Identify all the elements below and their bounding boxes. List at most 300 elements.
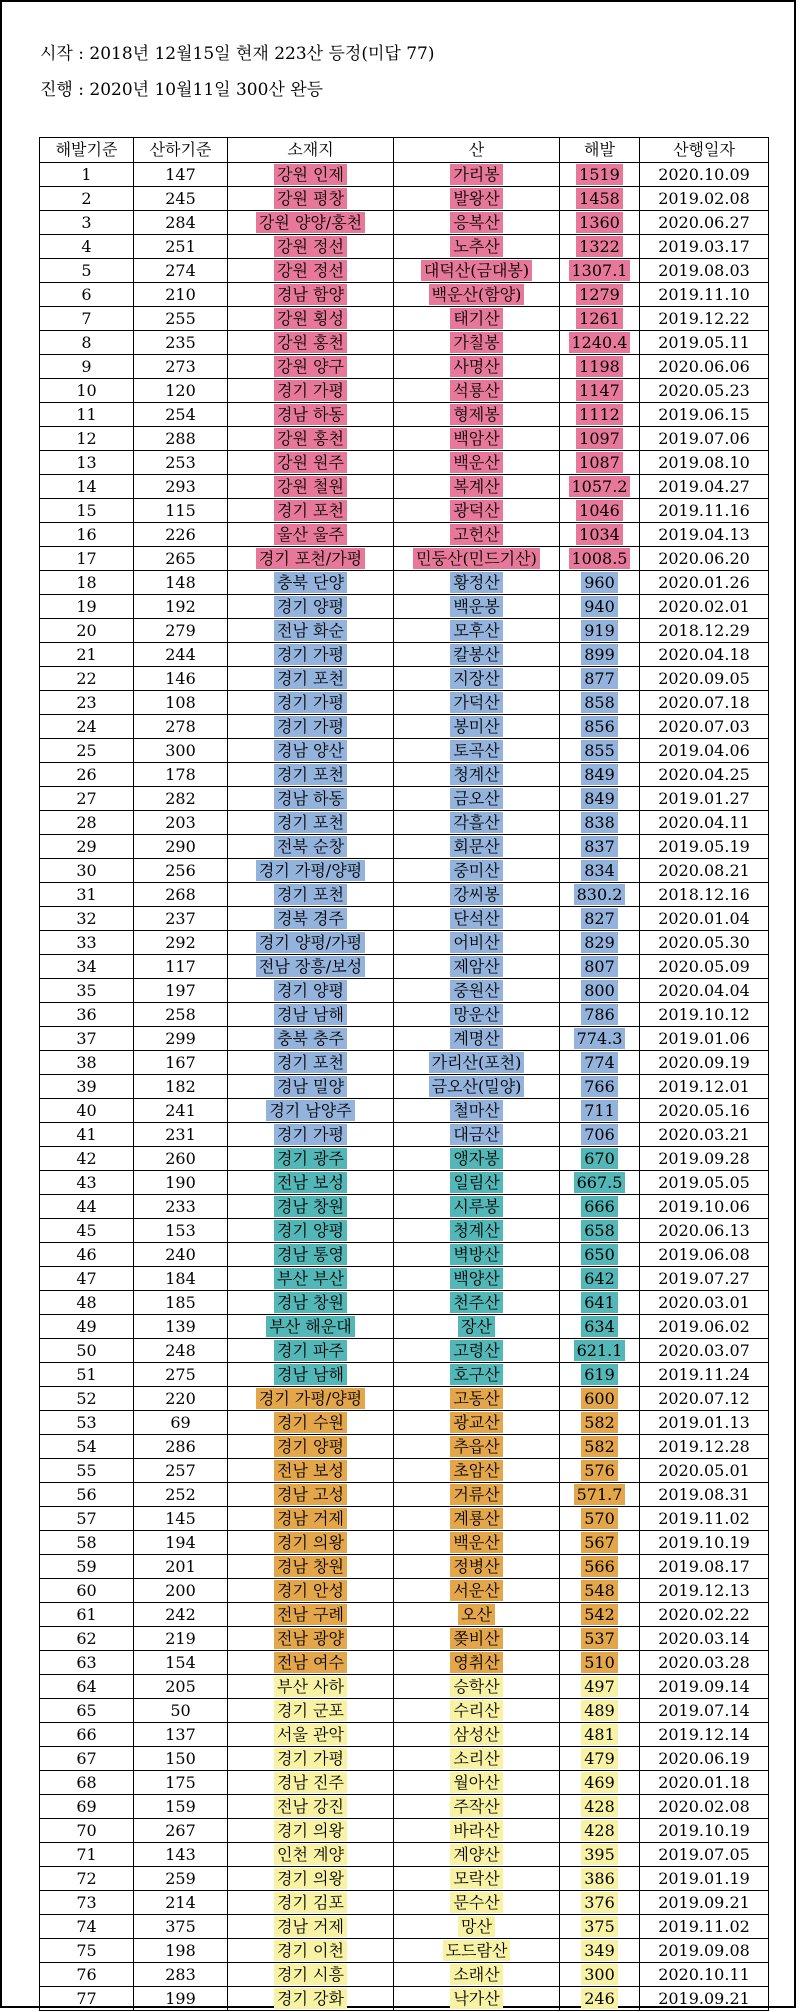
date-cell: 2019.02.08	[640, 187, 769, 211]
location-cell-text: 부산 해운대	[266, 1316, 354, 1337]
table-row	[40, 1267, 769, 1291]
location-cell	[228, 1171, 394, 1195]
table-row	[40, 691, 769, 715]
base-cell: 242	[134, 1603, 228, 1627]
mountain-cell-text: 황정산	[450, 572, 502, 593]
location-cell-text: 경기 남양주	[266, 1100, 354, 1121]
mountain-cell-text: 쫒비산	[450, 1628, 502, 1649]
table-row	[40, 1411, 769, 1435]
location-cell	[228, 955, 394, 979]
location-cell	[228, 211, 394, 235]
table-row	[40, 1771, 769, 1795]
table-row	[40, 667, 769, 691]
location-cell	[228, 1651, 394, 1675]
date-cell: 2020.06.20	[640, 547, 769, 571]
table-row	[40, 499, 769, 523]
altitude-cell	[560, 1027, 640, 1051]
location-cell	[228, 1339, 394, 1363]
base-cell: 147	[134, 163, 228, 187]
base-cell: 198	[134, 1939, 228, 1963]
altitude-cell-text: 570	[581, 1508, 618, 1529]
location-cell-text: 경기 의왕	[274, 1820, 347, 1841]
table-row	[40, 1003, 769, 1027]
location-cell-text: 전남 강진	[274, 1796, 347, 1817]
altitude-cell-text: 576	[581, 1460, 618, 1481]
mountain-cell	[394, 1843, 560, 1867]
location-cell-text: 경기 가평	[274, 716, 347, 737]
rank-cell: 71	[40, 1843, 134, 1867]
location-cell-text: 강원 양구	[274, 356, 347, 377]
date-cell: 2019.10.19	[640, 1819, 769, 1843]
location-cell	[228, 1459, 394, 1483]
table-row	[40, 259, 769, 283]
altitude-cell	[560, 1651, 640, 1675]
altitude-cell-text: 774.3	[574, 1028, 626, 1049]
base-cell: 248	[134, 1339, 228, 1363]
rank-cell: 16	[40, 523, 134, 547]
mountain-cell	[394, 1747, 560, 1771]
table-row	[40, 427, 769, 451]
table-body	[40, 163, 769, 2011]
altitude-cell-text: 670	[581, 1148, 618, 1169]
table-row	[40, 1747, 769, 1771]
date-cell: 2020.03.14	[640, 1627, 769, 1651]
mountain-cell-text: 백운산(함양)	[429, 284, 525, 305]
rank-cell: 75	[40, 1939, 134, 1963]
location-cell	[228, 739, 394, 763]
base-cell: 210	[134, 283, 228, 307]
altitude-cell	[560, 667, 640, 691]
base-cell: 201	[134, 1555, 228, 1579]
rank-cell: 11	[40, 403, 134, 427]
rank-cell: 31	[40, 883, 134, 907]
mountain-cell	[394, 355, 560, 379]
date-cell: 2019.07.27	[640, 1267, 769, 1291]
altitude-cell-text: 766	[581, 1076, 618, 1097]
mountain-cell	[394, 1411, 560, 1435]
table-row	[40, 1843, 769, 1867]
rank-cell: 29	[40, 835, 134, 859]
location-cell-text: 전남 보성	[274, 1172, 347, 1193]
mountain-cell-text: 형제봉	[450, 404, 502, 425]
date-cell: 2020.05.16	[640, 1099, 769, 1123]
mountain-cell-text: 오산	[458, 1604, 495, 1625]
mountain-cell	[394, 883, 560, 907]
altitude-cell-text: 1240.4	[569, 332, 631, 353]
base-cell: 50	[134, 1699, 228, 1723]
location-cell	[228, 1795, 394, 1819]
table-row	[40, 1819, 769, 1843]
mountain-cell-text: 단석산	[450, 908, 502, 929]
table-row	[40, 715, 769, 739]
mountain-cell-text: 계룡산	[450, 1508, 502, 1529]
base-cell: 175	[134, 1771, 228, 1795]
mountain-cell-text: 청계산	[450, 1220, 502, 1241]
rank-cell: 39	[40, 1075, 134, 1099]
mountain-cell-text: 발왕산	[450, 188, 502, 209]
location-cell-text: 경기 파주	[274, 1340, 347, 1361]
base-cell: 245	[134, 187, 228, 211]
mountain-cell	[394, 859, 560, 883]
mountain-cell	[394, 1339, 560, 1363]
table-row	[40, 211, 769, 235]
date-cell: 2020.06.13	[640, 1219, 769, 1243]
table-row	[40, 763, 769, 787]
altitude-cell-text: 641	[581, 1292, 618, 1313]
location-cell-text: 부산 사하	[274, 1676, 347, 1697]
mountain-cell-text: 회문산	[450, 836, 502, 857]
col-header-altitude: 해발	[560, 138, 640, 163]
mountain-cell	[394, 931, 560, 955]
altitude-cell-text: 1097	[576, 428, 623, 449]
location-cell	[228, 1891, 394, 1915]
altitude-cell-text: 855	[581, 740, 618, 761]
mountain-cell-text: 고헌산	[450, 524, 502, 545]
altitude-cell	[560, 187, 640, 211]
date-cell: 2019.12.13	[640, 1579, 769, 1603]
location-cell	[228, 187, 394, 211]
mountain-cell	[394, 1027, 560, 1051]
location-cell-text: 경남 양산	[274, 740, 347, 761]
altitude-cell	[560, 1507, 640, 1531]
location-cell-text: 경남 하동	[274, 788, 347, 809]
rank-cell: 25	[40, 739, 134, 763]
table-row	[40, 595, 769, 619]
table-row	[40, 1531, 769, 1555]
altitude-cell-text: 856	[581, 716, 618, 737]
date-cell: 2020.05.23	[640, 379, 769, 403]
altitude-cell	[560, 739, 640, 763]
date-cell: 2019.04.06	[640, 739, 769, 763]
base-cell: 117	[134, 955, 228, 979]
mountain-cell-text: 천주산	[450, 1292, 502, 1313]
location-cell	[228, 979, 394, 1003]
rank-cell: 21	[40, 643, 134, 667]
altitude-cell-text: 428	[581, 1796, 618, 1817]
table-row	[40, 1915, 769, 1939]
mountain-cell-text: 석룡산	[450, 380, 502, 401]
altitude-cell-text: 849	[581, 764, 618, 785]
altitude-cell	[560, 1171, 640, 1195]
base-cell: 267	[134, 1819, 228, 1843]
table-row	[40, 331, 769, 355]
altitude-cell	[560, 619, 640, 643]
rank-cell: 72	[40, 1867, 134, 1891]
location-cell-text: 경남 창원	[274, 1196, 347, 1217]
date-cell: 2019.06.08	[640, 1243, 769, 1267]
location-cell	[228, 1987, 394, 2011]
altitude-cell-text: 849	[581, 788, 618, 809]
location-cell-text: 경남 거제	[274, 1508, 347, 1529]
mountain-cell	[394, 1051, 560, 1075]
altitude-cell	[560, 1267, 640, 1291]
altitude-cell-text: 621.1	[574, 1340, 626, 1361]
rank-cell: 12	[40, 427, 134, 451]
altitude-cell	[560, 715, 640, 739]
altitude-cell	[560, 1819, 640, 1843]
altitude-cell	[560, 1747, 640, 1771]
altitude-cell	[560, 835, 640, 859]
rank-cell: 26	[40, 763, 134, 787]
date-cell: 2020.04.18	[640, 643, 769, 667]
rank-cell: 53	[40, 1411, 134, 1435]
location-cell-text: 서울 관악	[274, 1724, 347, 1745]
altitude-cell-text: 960	[581, 572, 618, 593]
altitude-cell	[560, 1243, 640, 1267]
altitude-cell-text: 1360	[576, 212, 623, 233]
location-cell	[228, 1939, 394, 1963]
altitude-cell	[560, 475, 640, 499]
location-cell	[228, 379, 394, 403]
altitude-cell-text: 829	[581, 932, 618, 953]
altitude-cell-text: 428	[581, 1820, 618, 1841]
mountain-cell-text: 승학산	[450, 1676, 502, 1697]
mountain-cell	[394, 595, 560, 619]
date-cell: 2019.05.05	[640, 1171, 769, 1195]
date-cell: 2019.08.17	[640, 1555, 769, 1579]
base-cell: 254	[134, 403, 228, 427]
location-cell	[228, 595, 394, 619]
location-cell	[228, 1531, 394, 1555]
location-cell	[228, 907, 394, 931]
altitude-cell	[560, 1291, 640, 1315]
table-row	[40, 979, 769, 1003]
table-row	[40, 355, 769, 379]
base-cell: 199	[134, 1987, 228, 2011]
date-cell: 2019.07.14	[640, 1699, 769, 1723]
mountain-cell-text: 백운산	[450, 452, 502, 473]
location-cell	[228, 1003, 394, 1027]
col-header-date: 산행일자	[640, 138, 769, 163]
location-cell	[228, 931, 394, 955]
date-cell: 2019.09.21	[640, 1987, 769, 2011]
mountain-cell	[394, 1435, 560, 1459]
altitude-cell	[560, 787, 640, 811]
rank-cell: 62	[40, 1627, 134, 1651]
date-cell: 2019.12.28	[640, 1435, 769, 1459]
date-cell: 2019.10.19	[640, 1531, 769, 1555]
location-cell-text: 경북 경주	[274, 908, 347, 929]
rank-cell: 42	[40, 1147, 134, 1171]
altitude-cell-text: 800	[581, 980, 618, 1001]
location-cell	[228, 523, 394, 547]
mountain-cell-text: 태기산	[450, 308, 502, 329]
base-cell: 273	[134, 355, 228, 379]
location-cell-text: 전남 보성	[274, 1460, 347, 1481]
altitude-cell	[560, 1555, 640, 1579]
location-cell-text: 인천 계양	[274, 1844, 347, 1865]
altitude-cell-text: 807	[581, 956, 618, 977]
altitude-cell-text: 619	[581, 1364, 618, 1385]
date-cell: 2019.11.02	[640, 1507, 769, 1531]
location-cell	[228, 403, 394, 427]
base-cell: 200	[134, 1579, 228, 1603]
date-cell: 2020.09.05	[640, 667, 769, 691]
table-row	[40, 571, 769, 595]
base-cell: 148	[134, 571, 228, 595]
mountain-cell	[394, 235, 560, 259]
mountain-cell	[394, 379, 560, 403]
altitude-cell	[560, 763, 640, 787]
rank-cell: 65	[40, 1699, 134, 1723]
progress-line: 진행 : 2020년 10월11일 300산 완등	[40, 80, 324, 100]
date-cell: 2020.01.18	[640, 1771, 769, 1795]
mountain-cell-text: 지장산	[450, 668, 502, 689]
table-row	[40, 283, 769, 307]
rank-cell: 27	[40, 787, 134, 811]
location-cell	[228, 1435, 394, 1459]
location-cell	[228, 1195, 394, 1219]
date-cell: 2019.12.14	[640, 1723, 769, 1747]
mountain-cell	[394, 811, 560, 835]
mountain-cell	[394, 211, 560, 235]
location-cell-text: 강원 인제	[274, 164, 347, 185]
col-header-rank: 해발기준	[40, 138, 134, 163]
start-line: 시작 : 2018년 12월15일 현재 223산 등정(미답 77)	[40, 44, 435, 64]
mountain-cell	[394, 619, 560, 643]
altitude-cell	[560, 499, 640, 523]
mountain-cell	[394, 763, 560, 787]
altitude-cell	[560, 1963, 640, 1987]
mountain-cell-text: 모후산	[450, 620, 502, 641]
mountain-cell	[394, 1363, 560, 1387]
mountain-cell-text: 문수산	[450, 1892, 502, 1913]
location-cell-text: 경기 양평	[274, 1436, 347, 1457]
date-cell: 2020.04.25	[640, 763, 769, 787]
location-cell	[228, 355, 394, 379]
base-cell: 115	[134, 499, 228, 523]
base-cell: 255	[134, 307, 228, 331]
base-cell: 284	[134, 211, 228, 235]
altitude-cell-text: 877	[581, 668, 618, 689]
date-cell: 2020.10.09	[640, 163, 769, 187]
table-row	[40, 1171, 769, 1195]
header	[40, 36, 435, 108]
mountain-cell-text: 금오산	[450, 788, 502, 809]
rank-cell: 44	[40, 1195, 134, 1219]
location-cell	[228, 691, 394, 715]
table-row	[40, 859, 769, 883]
location-cell	[228, 163, 394, 187]
location-cell-text: 강원 홍천	[274, 332, 347, 353]
altitude-cell-text: 642	[581, 1268, 618, 1289]
altitude-cell	[560, 1435, 640, 1459]
table-row	[40, 1195, 769, 1219]
location-cell	[228, 451, 394, 475]
mountain-cell	[394, 571, 560, 595]
date-cell: 2020.03.28	[640, 1651, 769, 1675]
mountain-cell-text: 벽방산	[450, 1244, 502, 1265]
table-row	[40, 1555, 769, 1579]
location-cell-text: 전남 화순	[274, 620, 347, 641]
table-row	[40, 547, 769, 571]
location-cell-text: 경기 안성	[274, 1580, 347, 1601]
location-cell-text: 경기 포천/가평	[256, 548, 365, 569]
altitude-cell	[560, 1123, 640, 1147]
altitude-cell-text: 497	[581, 1676, 618, 1697]
altitude-cell	[560, 571, 640, 595]
mountain-cell	[394, 1579, 560, 1603]
base-cell: 293	[134, 475, 228, 499]
table-row	[40, 1219, 769, 1243]
altitude-cell-text: 1087	[576, 452, 623, 473]
date-cell: 2020.03.01	[640, 1291, 769, 1315]
location-cell-text: 경기 가평	[274, 1748, 347, 1769]
date-cell: 2019.11.10	[640, 283, 769, 307]
location-cell	[228, 283, 394, 307]
date-cell: 2020.05.01	[640, 1459, 769, 1483]
base-cell: 252	[134, 1483, 228, 1507]
rank-cell: 9	[40, 355, 134, 379]
table-row	[40, 1627, 769, 1651]
base-cell: 184	[134, 1267, 228, 1291]
location-cell-text: 전남 광양	[274, 1628, 347, 1649]
rank-cell: 13	[40, 451, 134, 475]
altitude-cell-text: 349	[581, 1940, 618, 1961]
altitude-cell-text: 711	[581, 1100, 618, 1121]
date-cell: 2018.12.29	[640, 619, 769, 643]
table-row	[40, 811, 769, 835]
altitude-cell	[560, 1315, 640, 1339]
mountain-cell	[394, 1795, 560, 1819]
altitude-cell	[560, 235, 640, 259]
table-row	[40, 523, 769, 547]
rank-cell: 69	[40, 1795, 134, 1819]
location-cell-text: 경기 양평	[274, 1220, 347, 1241]
mountain-cell-text: 호구산	[450, 1364, 502, 1385]
mountain-cell-text: 낙가산	[450, 1988, 502, 2009]
location-cell-text: 강원 철원	[274, 476, 347, 497]
base-cell: 185	[134, 1291, 228, 1315]
rank-cell: 43	[40, 1171, 134, 1195]
location-cell-text: 경기 가평/양평	[256, 860, 365, 881]
location-cell	[228, 763, 394, 787]
base-cell: 214	[134, 1891, 228, 1915]
mountain-cell	[394, 1699, 560, 1723]
mountain-cell-text: 초암산	[450, 1460, 502, 1481]
rank-cell: 5	[40, 259, 134, 283]
base-cell: 69	[134, 1411, 228, 1435]
date-cell: 2019.06.02	[640, 1315, 769, 1339]
altitude-cell-text: 1519	[576, 164, 623, 185]
table-row	[40, 955, 769, 979]
rank-cell: 54	[40, 1435, 134, 1459]
table-row	[40, 1795, 769, 1819]
mountain-cell	[394, 1531, 560, 1555]
base-cell: 257	[134, 1459, 228, 1483]
date-cell: 2019.08.31	[640, 1483, 769, 1507]
table-row	[40, 1435, 769, 1459]
altitude-cell	[560, 1915, 640, 1939]
location-cell-text: 경남 하동	[274, 404, 347, 425]
mountain-cell-text: 대덕산(금대봉)	[421, 260, 532, 281]
date-cell: 2019.03.17	[640, 235, 769, 259]
location-cell	[228, 1363, 394, 1387]
mountain-cell	[394, 1939, 560, 1963]
location-cell	[228, 1603, 394, 1627]
base-cell: 235	[134, 331, 228, 355]
location-cell-text: 경기 양평/가평	[256, 932, 365, 953]
mountain-cell-text: 사명산	[450, 356, 502, 377]
location-cell	[228, 1411, 394, 1435]
mountain-cell-text: 계명산	[450, 1028, 502, 1049]
mountain-cell	[394, 643, 560, 667]
altitude-cell	[560, 1195, 640, 1219]
mountain-cell-text: 복계산	[450, 476, 502, 497]
altitude-cell-text: 1034	[576, 524, 623, 545]
altitude-cell	[560, 547, 640, 571]
location-cell-text: 전남 구례	[274, 1604, 347, 1625]
